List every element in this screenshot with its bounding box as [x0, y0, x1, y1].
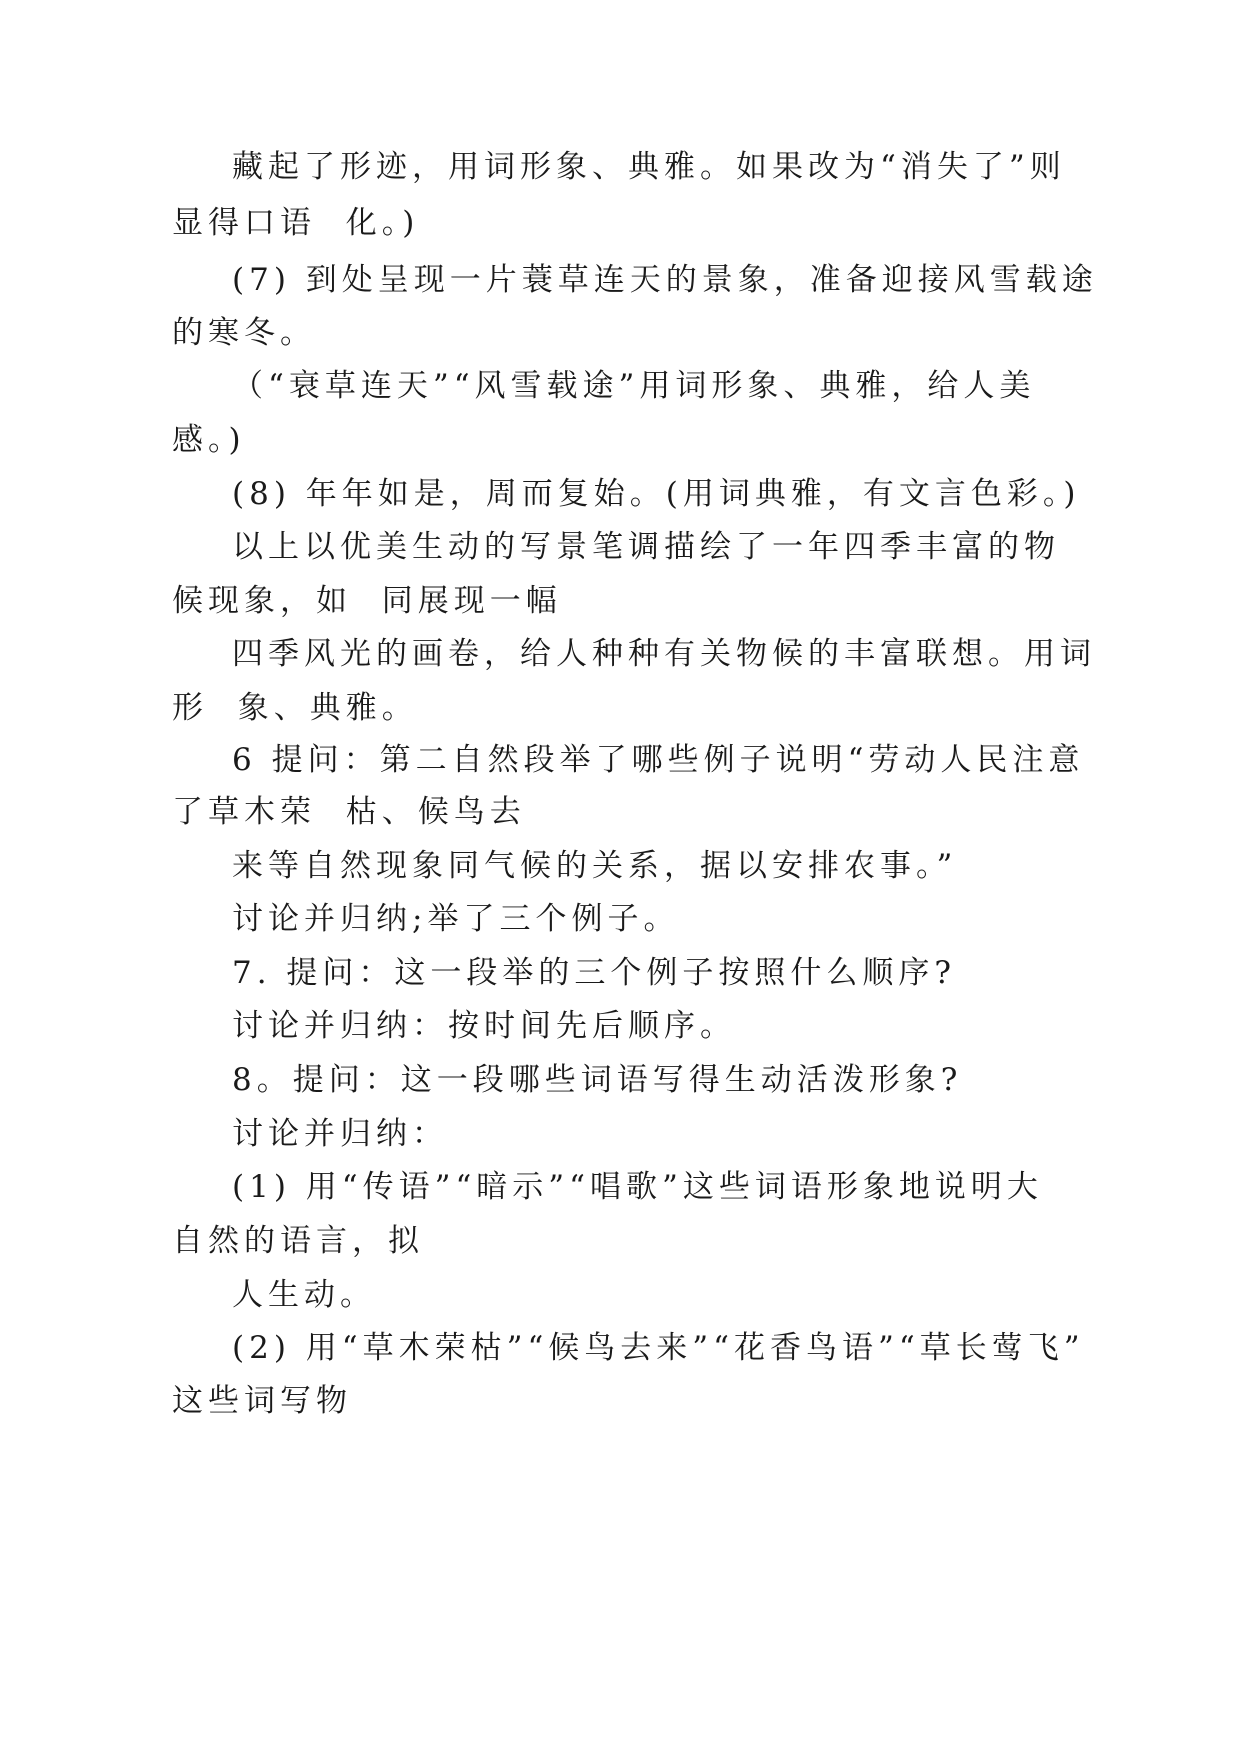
text-line: 讨论并归纳;举了三个例子。: [232, 901, 680, 937]
text-line: 了草木荣 枯、候鸟去: [172, 794, 526, 830]
text-line: 8。提问：这一段哪些词语写得生动活泼形象?: [232, 1062, 963, 1098]
text-line: 讨论并归纳：按时间先后顺序。: [232, 1008, 736, 1044]
text-line: 这些词写物: [172, 1383, 352, 1419]
text-line: 以上以优美生动的写景笔调描绘了一年四季丰富的物: [232, 529, 1060, 565]
text-line: 感。): [172, 422, 246, 458]
text-line: (7) 到处呈现一片蓑草连天的景象，准备迎接风雪载途: [232, 262, 1098, 298]
text-line: (1) 用“传语”“暗示”“唱歌”这些词语形象地说明大: [232, 1169, 1043, 1205]
text-line: 形 象、典雅。: [172, 690, 418, 726]
text-line: (8) 年年如是，周而复始。(用词典雅，有文言色彩。): [232, 476, 1081, 512]
text-line: 6 提问：第二自然段举了哪些例子说明“劳动人民注意: [232, 742, 1085, 778]
text-line: 7. 提问：这一段举的三个例子按照什么顺序?: [232, 955, 957, 991]
text-line: 的寒冬。: [172, 315, 316, 351]
text-line: 自然的语言，拟: [172, 1223, 424, 1259]
text-line: 人生动。: [232, 1277, 376, 1313]
text-line: 显得口语 化。): [172, 205, 420, 241]
text-line: （“衰草连天”“风雪载途”用词形象、典雅，给人美: [232, 368, 1036, 404]
text-line: 讨论并归纳：: [232, 1116, 448, 1152]
text-line: 四季风光的画卷，给人种种有关物候的丰富联想。用词: [232, 636, 1096, 672]
text-line: 候现象，如 同展现一幅: [172, 583, 562, 619]
text-line: (2) 用“草木荣枯”“候鸟去来”“花香鸟语”“草长莺飞”: [232, 1330, 1085, 1366]
text-line: 来等自然现象同气候的关系，据以安排农事。”: [232, 848, 958, 884]
text-line: 藏起了形迹，用词形象、典雅。如果改为“消失了”则: [232, 149, 1066, 185]
